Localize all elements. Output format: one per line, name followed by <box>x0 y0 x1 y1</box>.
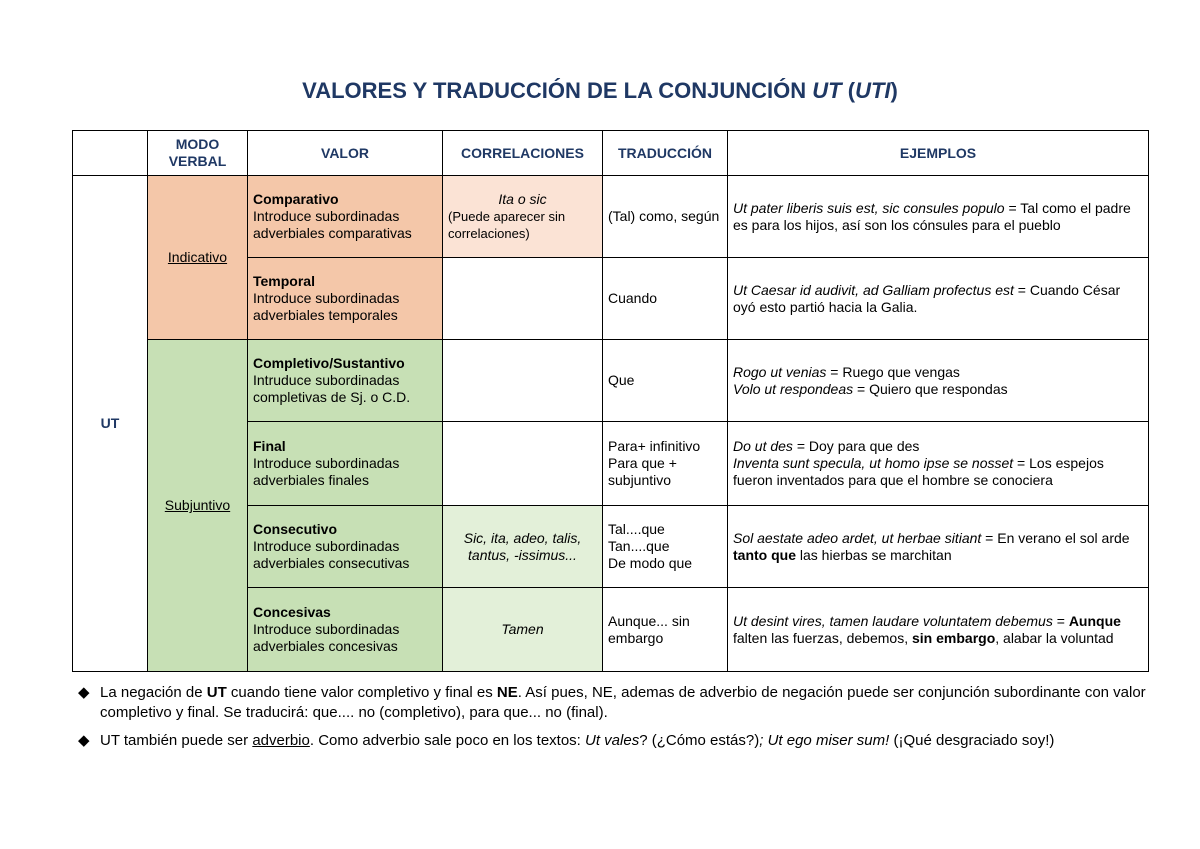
title-ut: UT <box>812 78 842 103</box>
header-valor: VALOR <box>248 131 443 176</box>
notes <box>78 683 1153 759</box>
correlaciones-cell <box>443 422 603 506</box>
header-row <box>73 131 1149 176</box>
header-correlaciones: CORRELACIONES <box>443 131 603 176</box>
traduccion-cell: Que <box>603 340 728 422</box>
ut-table <box>72 130 1149 672</box>
header-ejemplos: EJEMPLOS <box>728 131 1149 176</box>
title-uti: UTI <box>855 78 891 103</box>
valor-cell: Concesivas Introduce subordinadas adverbiales concesivas <box>248 588 443 672</box>
header-modo-verbal: MODO VERBAL <box>148 131 248 176</box>
correlaciones-cell <box>443 258 603 340</box>
diamond-bullet-icon: ◆ <box>78 684 90 701</box>
valor-cell: Completivo/Sustantivo Intruduce subordinadas completivas de Sj. o C.D. <box>248 340 443 422</box>
mode-indicativo: Indicativo <box>148 176 248 340</box>
table-row <box>73 176 1149 258</box>
traduccion-cell: Tal....que Tan....que De modo que <box>603 506 728 588</box>
ejemplo-cell: Ut pater liberis suis est, sic consules populo = Tal como el padre es para los hijos, así son los cónsules para el pueblo <box>728 176 1149 258</box>
ejemplo-cell: Do ut des = Doy para que des Inventa sunt specula, ut homo ipse se nosset = Los espejos fueron inventados para que el hombre se conociera <box>728 422 1149 506</box>
valor-cell: Consecutivo Introduce subordinadas adverbiales consecutivas <box>248 506 443 588</box>
ejemplo-cell: Sol aestate adeo ardet, ut herbae sitiant = En verano el sol arde tanto que las hierbas se marchitan <box>728 506 1149 588</box>
page-title: VALORES Y TRADUCCIÓN DE LA CONJUNCIÓN UT (UTI) <box>302 78 898 103</box>
ejemplo-cell: Ut desint vires, tamen laudare voluntatem debemus = Aunque falten las fuerzas, debemos, sin embargo, alabar la voluntad <box>728 588 1149 672</box>
correlaciones-cell: Ita o sic (Puede aparecer sin correlaciones) <box>443 176 603 258</box>
ejemplo-cell: Ut Caesar id audivit, ad Galliam profectus est = Cuando César oyó esto partió hacia la Galia. <box>728 258 1149 340</box>
valor-cell: Temporal Introduce subordinadas adverbiales temporales <box>248 258 443 340</box>
traduccion-cell: Aunque... sin embargo <box>603 588 728 672</box>
table-row <box>73 340 1149 422</box>
note-adverbio: ◆ UT también puede ser adverbio. Como adverbio sale poco en los textos: Ut vales? (¿Cómo estás?); Ut ego miser sum! (¡Qué desgraciado soy!) <box>78 732 1055 749</box>
header-blank <box>73 131 148 176</box>
ut-label: UT <box>73 176 148 672</box>
traduccion-cell: (Tal) como, según <box>603 176 728 258</box>
valor-cell: Final Introduce subordinadas adverbiales finales <box>248 422 443 506</box>
traduccion-cell: Cuando <box>603 258 728 340</box>
mode-subjuntivo: Subjuntivo <box>148 340 248 672</box>
correlaciones-cell <box>443 340 603 422</box>
traduccion-cell: Para+ infinitivo Para que + subjuntivo <box>603 422 728 506</box>
diamond-bullet-icon: ◆ <box>78 732 90 749</box>
note-negacion: ◆ La negación de UT cuando tiene valor completivo y final es NE. Así pues, NE, ademas de adverbio de negación puede ser conjunción subordinante con valor completivo y final. Se traducirá: que.... no (completivo), para que... no (final). <box>78 684 1146 721</box>
correlaciones-cell: Sic, ita, adeo, talis, tantus, -issimus... <box>443 506 603 588</box>
correlaciones-cell: Tamen <box>443 588 603 672</box>
ejemplo-cell: Rogo ut venias = Ruego que vengas Volo ut respondeas = Quiero que respondas <box>728 340 1149 422</box>
valor-cell: Comparativo Introduce subordinadas adverbiales comparativas <box>248 176 443 258</box>
header-traduccion: TRADUCCIÓN <box>603 131 728 176</box>
